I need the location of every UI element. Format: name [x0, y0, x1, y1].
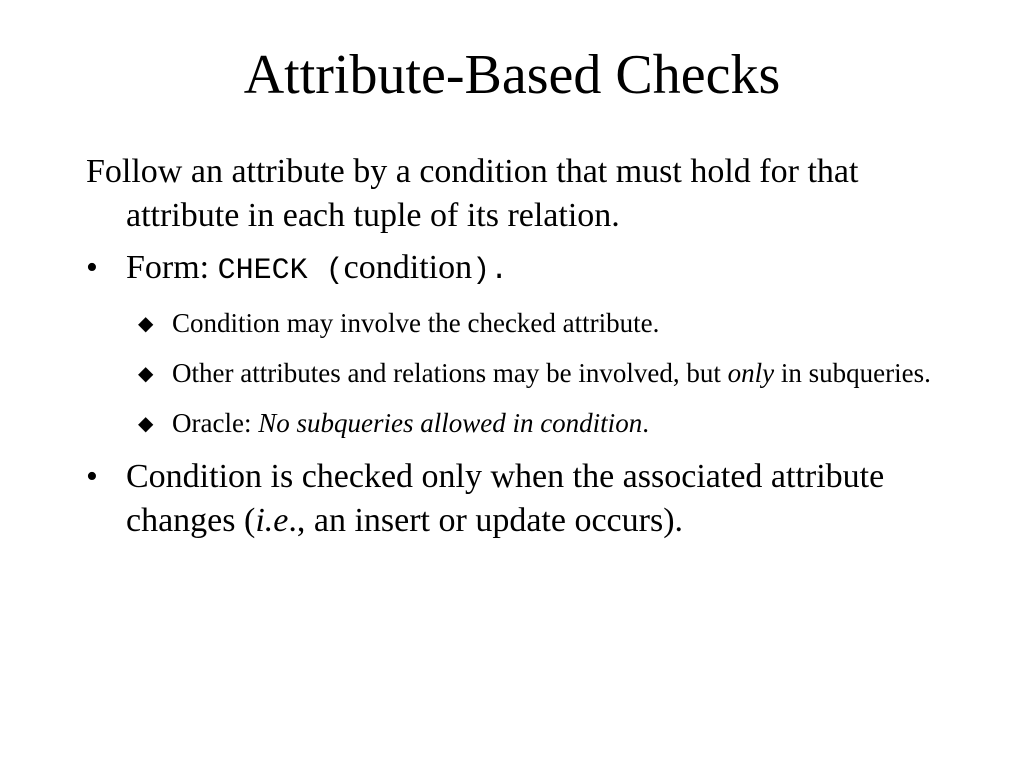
bullet-text-before: Condition is checked only when the associated attribute changes ( — [126, 458, 885, 539]
slide-body — [86, 150, 966, 555]
sub-bullet-emphasis: No subqueries allowed in condition — [258, 408, 643, 438]
sub-bullet-other-attributes — [138, 355, 966, 391]
sub-bullet-text: Condition may involve the checked attribute. — [172, 308, 660, 338]
slide-title: Attribute-Based Checks — [243, 44, 781, 106]
bullet-form — [86, 246, 966, 293]
sub-bullet-list — [86, 305, 966, 441]
form-code-end: ). — [472, 254, 509, 288]
bullet-condition-checked — [86, 455, 966, 543]
sub-bullet-text-after: . — [642, 408, 649, 438]
form-code-start: CHECK ( — [217, 254, 344, 288]
bullet-emphasis: i.e — [255, 502, 289, 539]
sub-bullet-condition — [138, 305, 966, 341]
diamond-bullet-icon: ◆ — [138, 311, 154, 335]
sub-bullet-label: Oracle: — [172, 408, 259, 438]
form-arg: condition — [343, 249, 473, 286]
bullet-dot-icon: • — [86, 458, 98, 495]
sub-bullet-emphasis: only — [727, 358, 775, 388]
sub-bullet-text-after: in subqueries. — [774, 358, 931, 388]
sub-bullet-oracle — [138, 405, 966, 441]
sub-bullet-text-before: Other attributes and relations may be involved, but — [172, 358, 728, 388]
bullet-dot-icon: • — [86, 249, 98, 286]
diamond-bullet-icon: ◆ — [138, 361, 154, 385]
intro-paragraph: Follow an attribute by a condition that must hold for that attribute in each tuple of its relation. — [86, 153, 859, 234]
form-label: Form: — [126, 249, 218, 286]
diamond-bullet-icon: ◆ — [138, 411, 154, 435]
bullet-text-after: ., an insert or update occurs). — [288, 502, 684, 539]
